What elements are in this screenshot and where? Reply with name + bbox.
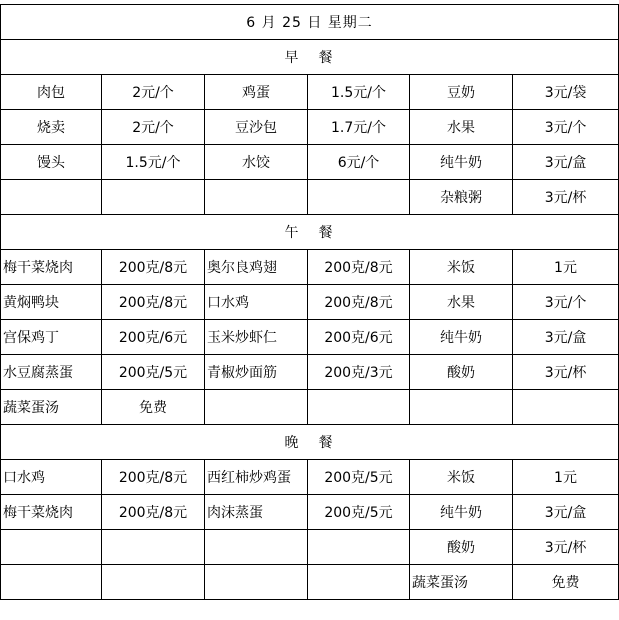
lunch-price-2-cell: 200克/8元 (308, 285, 410, 320)
breakfast-price-2-cell: 1.7元/个 (308, 110, 410, 145)
breakfast-row (1, 110, 619, 145)
lunch-dish-1-cell: 水豆腐蒸蛋 (1, 355, 102, 390)
breakfast-rows (1, 75, 619, 215)
lunch-dish-3-cell: 纯牛奶 (410, 320, 513, 355)
title-weekday: 星期二 (327, 15, 373, 31)
lunch-dish-1-cell: 宫保鸡丁 (1, 320, 102, 355)
lunch-price-3-cell: 3元/杯 (513, 355, 619, 390)
breakfast-header-row (1, 40, 619, 75)
lunch-price-2-cell: 200克/6元 (308, 320, 410, 355)
lunch-dish-2-cell: 口水鸡 (205, 285, 308, 320)
breakfast-dish-3-cell: 杂粮粥 (410, 180, 513, 215)
breakfast-price-3-cell: 3元/袋 (513, 75, 619, 110)
lunch-row (1, 390, 619, 425)
breakfast-row (1, 180, 619, 215)
breakfast-dish-2-cell: 豆沙包 (205, 110, 308, 145)
breakfast-dish-3-cell: 豆奶 (410, 75, 513, 110)
dinner-dish-2-cell (205, 530, 308, 565)
dinner-label-2: 餐 (318, 435, 335, 451)
menu-table (0, 4, 619, 600)
breakfast-price-1-cell: 2元/个 (102, 75, 205, 110)
lunch-price-1-cell: 200克/8元 (102, 250, 205, 285)
dinner-price-2-cell (308, 530, 410, 565)
lunch-price-2-cell: 200克/3元 (308, 355, 410, 390)
breakfast-price-2-cell: 1.5元/个 (308, 75, 410, 110)
dinner-dish-2-cell: 肉沫蒸蛋 (205, 495, 308, 530)
dinner-header (1, 425, 619, 460)
dinner-price-3-cell: 1元 (513, 460, 619, 495)
breakfast-price-3-cell: 3元/盒 (513, 145, 619, 180)
dinner-price-2-cell: 200克/5元 (308, 460, 410, 495)
title-date-label: 日 (307, 15, 323, 31)
breakfast-price-2-cell (308, 180, 410, 215)
dinner-price-2-cell (308, 565, 410, 600)
breakfast-dish-2-cell (205, 180, 308, 215)
breakfast-dish-1-cell: 馒头 (1, 145, 102, 180)
breakfast-dish-2-cell: 水饺 (205, 145, 308, 180)
dinner-row (1, 495, 619, 530)
breakfast-price-2-cell: 6元/个 (308, 145, 410, 180)
breakfast-dish-3-cell: 水果 (410, 110, 513, 145)
breakfast-dish-1-cell (1, 180, 102, 215)
lunch-row (1, 320, 619, 355)
dinner-row (1, 460, 619, 495)
title-month-label: 月 (261, 15, 277, 31)
dinner-price-1-cell: 200克/8元 (102, 460, 205, 495)
title-date: 25 (282, 15, 302, 31)
lunch-price-1-cell: 200克/8元 (102, 285, 205, 320)
breakfast-row (1, 75, 619, 110)
lunch-dish-2-cell: 玉米炒虾仁 (205, 320, 308, 355)
breakfast-row (1, 145, 619, 180)
dinner-dish-3-cell: 蔬菜蛋汤 (410, 565, 513, 600)
lunch-label-1: 午 (284, 225, 301, 241)
lunch-row (1, 250, 619, 285)
dinner-dish-2-cell (205, 565, 308, 600)
lunch-header-row (1, 215, 619, 250)
breakfast-label-2: 餐 (318, 50, 335, 66)
dinner-price-3-cell: 3元/杯 (513, 530, 619, 565)
lunch-price-3-cell: 3元/盒 (513, 320, 619, 355)
lunch-price-3-cell: 3元/个 (513, 285, 619, 320)
dinner-dish-3-cell: 酸奶 (410, 530, 513, 565)
lunch-price-1-cell: 免费 (102, 390, 205, 425)
breakfast-dish-1-cell: 烧卖 (1, 110, 102, 145)
lunch-dish-1-cell: 黄焖鸭块 (1, 285, 102, 320)
dinner-price-1-cell (102, 530, 205, 565)
breakfast-price-1-cell: 1.5元/个 (102, 145, 205, 180)
lunch-header (1, 215, 619, 250)
breakfast-price-3-cell: 3元/个 (513, 110, 619, 145)
lunch-price-3-cell: 1元 (513, 250, 619, 285)
dinner-label-1: 晚 (284, 435, 301, 451)
lunch-price-1-cell: 200克/6元 (102, 320, 205, 355)
lunch-price-2-cell (308, 390, 410, 425)
breakfast-price-3-cell: 3元/杯 (513, 180, 619, 215)
lunch-row (1, 285, 619, 320)
dinner-rows (1, 460, 619, 600)
lunch-dish-3-cell (410, 390, 513, 425)
lunch-dish-3-cell: 酸奶 (410, 355, 513, 390)
dinner-dish-2-cell: 西红柿炒鸡蛋 (205, 460, 308, 495)
dinner-dish-1-cell: 梅干菜烧肉 (1, 495, 102, 530)
dinner-dish-1-cell: 口水鸡 (1, 460, 102, 495)
lunch-price-2-cell: 200克/8元 (308, 250, 410, 285)
lunch-dish-1-cell: 梅干菜烧肉 (1, 250, 102, 285)
breakfast-header (1, 40, 619, 75)
lunch-dish-1-cell: 蔬菜蛋汤 (1, 390, 102, 425)
lunch-dish-2-cell: 奥尔良鸡翅 (205, 250, 308, 285)
dinner-dish-1-cell (1, 530, 102, 565)
lunch-label-2: 餐 (318, 225, 335, 241)
lunch-price-3-cell (513, 390, 619, 425)
dinner-price-2-cell: 200克/5元 (308, 495, 410, 530)
lunch-dish-2-cell: 青椒炒面筋 (205, 355, 308, 390)
date-title (1, 5, 619, 40)
lunch-dish-3-cell: 水果 (410, 285, 513, 320)
breakfast-price-1-cell: 2元/个 (102, 110, 205, 145)
dinner-dish-3-cell: 纯牛奶 (410, 495, 513, 530)
dinner-row (1, 565, 619, 600)
dinner-price-3-cell: 3元/盒 (513, 495, 619, 530)
title-row (1, 5, 619, 40)
dinner-dish-3-cell: 米饭 (410, 460, 513, 495)
dinner-price-1-cell (102, 565, 205, 600)
breakfast-label-1: 早 (284, 50, 301, 66)
lunch-dish-2-cell (205, 390, 308, 425)
dinner-dish-1-cell (1, 565, 102, 600)
lunch-rows (1, 250, 619, 425)
dinner-price-3-cell: 免费 (513, 565, 619, 600)
dinner-row (1, 530, 619, 565)
breakfast-dish-1-cell: 肉包 (1, 75, 102, 110)
lunch-price-1-cell: 200克/5元 (102, 355, 205, 390)
dinner-header-row (1, 425, 619, 460)
breakfast-dish-3-cell: 纯牛奶 (410, 145, 513, 180)
breakfast-dish-2-cell: 鸡蛋 (205, 75, 308, 110)
lunch-row (1, 355, 619, 390)
dinner-price-1-cell: 200克/8元 (102, 495, 205, 530)
lunch-dish-3-cell: 米饭 (410, 250, 513, 285)
title-day: 6 (246, 15, 257, 31)
breakfast-price-1-cell (102, 180, 205, 215)
